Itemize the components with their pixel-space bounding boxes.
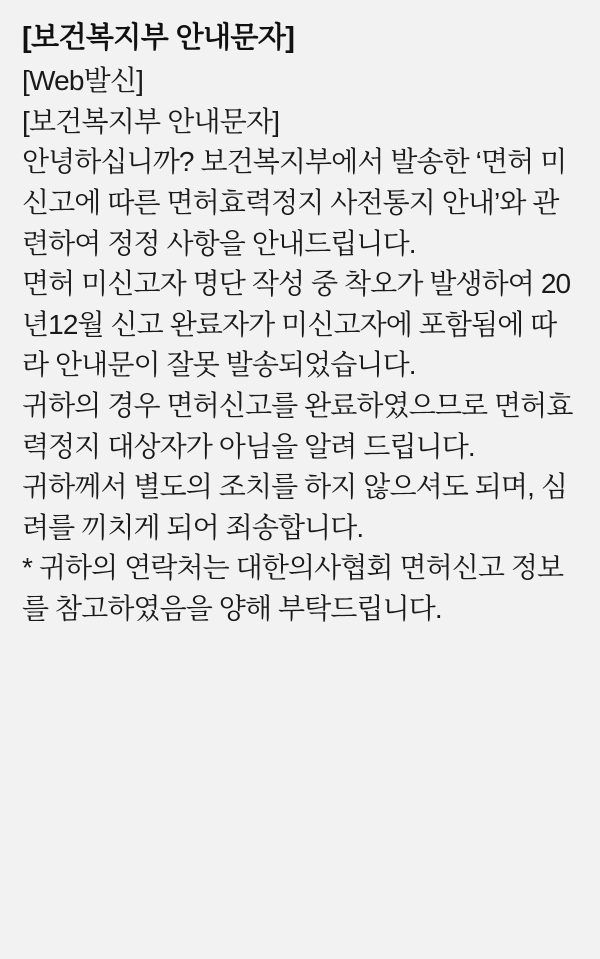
message-paragraph-2: 면허 미신고자 명단 작성 중 착오가 발생하여 20년12월 신고 완료자가 미신고자에 포함됨에 따라 안내문이 잘못 발송되었습니다.	[22, 268, 571, 381]
message-paragraph-4: 귀하께서 별도의 조치를 하지 않으셔도 되며, 심려를 끼치게 되어 죄송합니다.	[22, 471, 567, 543]
message-paragraph-3: 귀하의 경우 면허신고를 완료하였으므로 면허효력정지 대상자가 아님을 알려 드립니다.	[22, 389, 573, 462]
message-paragraph-1: 안녕하십니까? 보건복지부에서 발송한 ‘면허 미신고에 따른 면허효력정지 사전통지 안내’와 관련하여 정정 사항을 안내드립니다.	[22, 146, 567, 259]
message-paragraph-5: * 귀하의 연락처는 대한의사협회 면허신고 정보를 참고하였음을 양해 부탁드립니다.	[22, 552, 564, 624]
web-sender-tag: [Web발신]	[22, 65, 144, 97]
message-repeat-title: [보건복지부 안내문자]	[22, 105, 280, 137]
message-header-title: [보건복지부 안내문자]	[22, 22, 295, 54]
